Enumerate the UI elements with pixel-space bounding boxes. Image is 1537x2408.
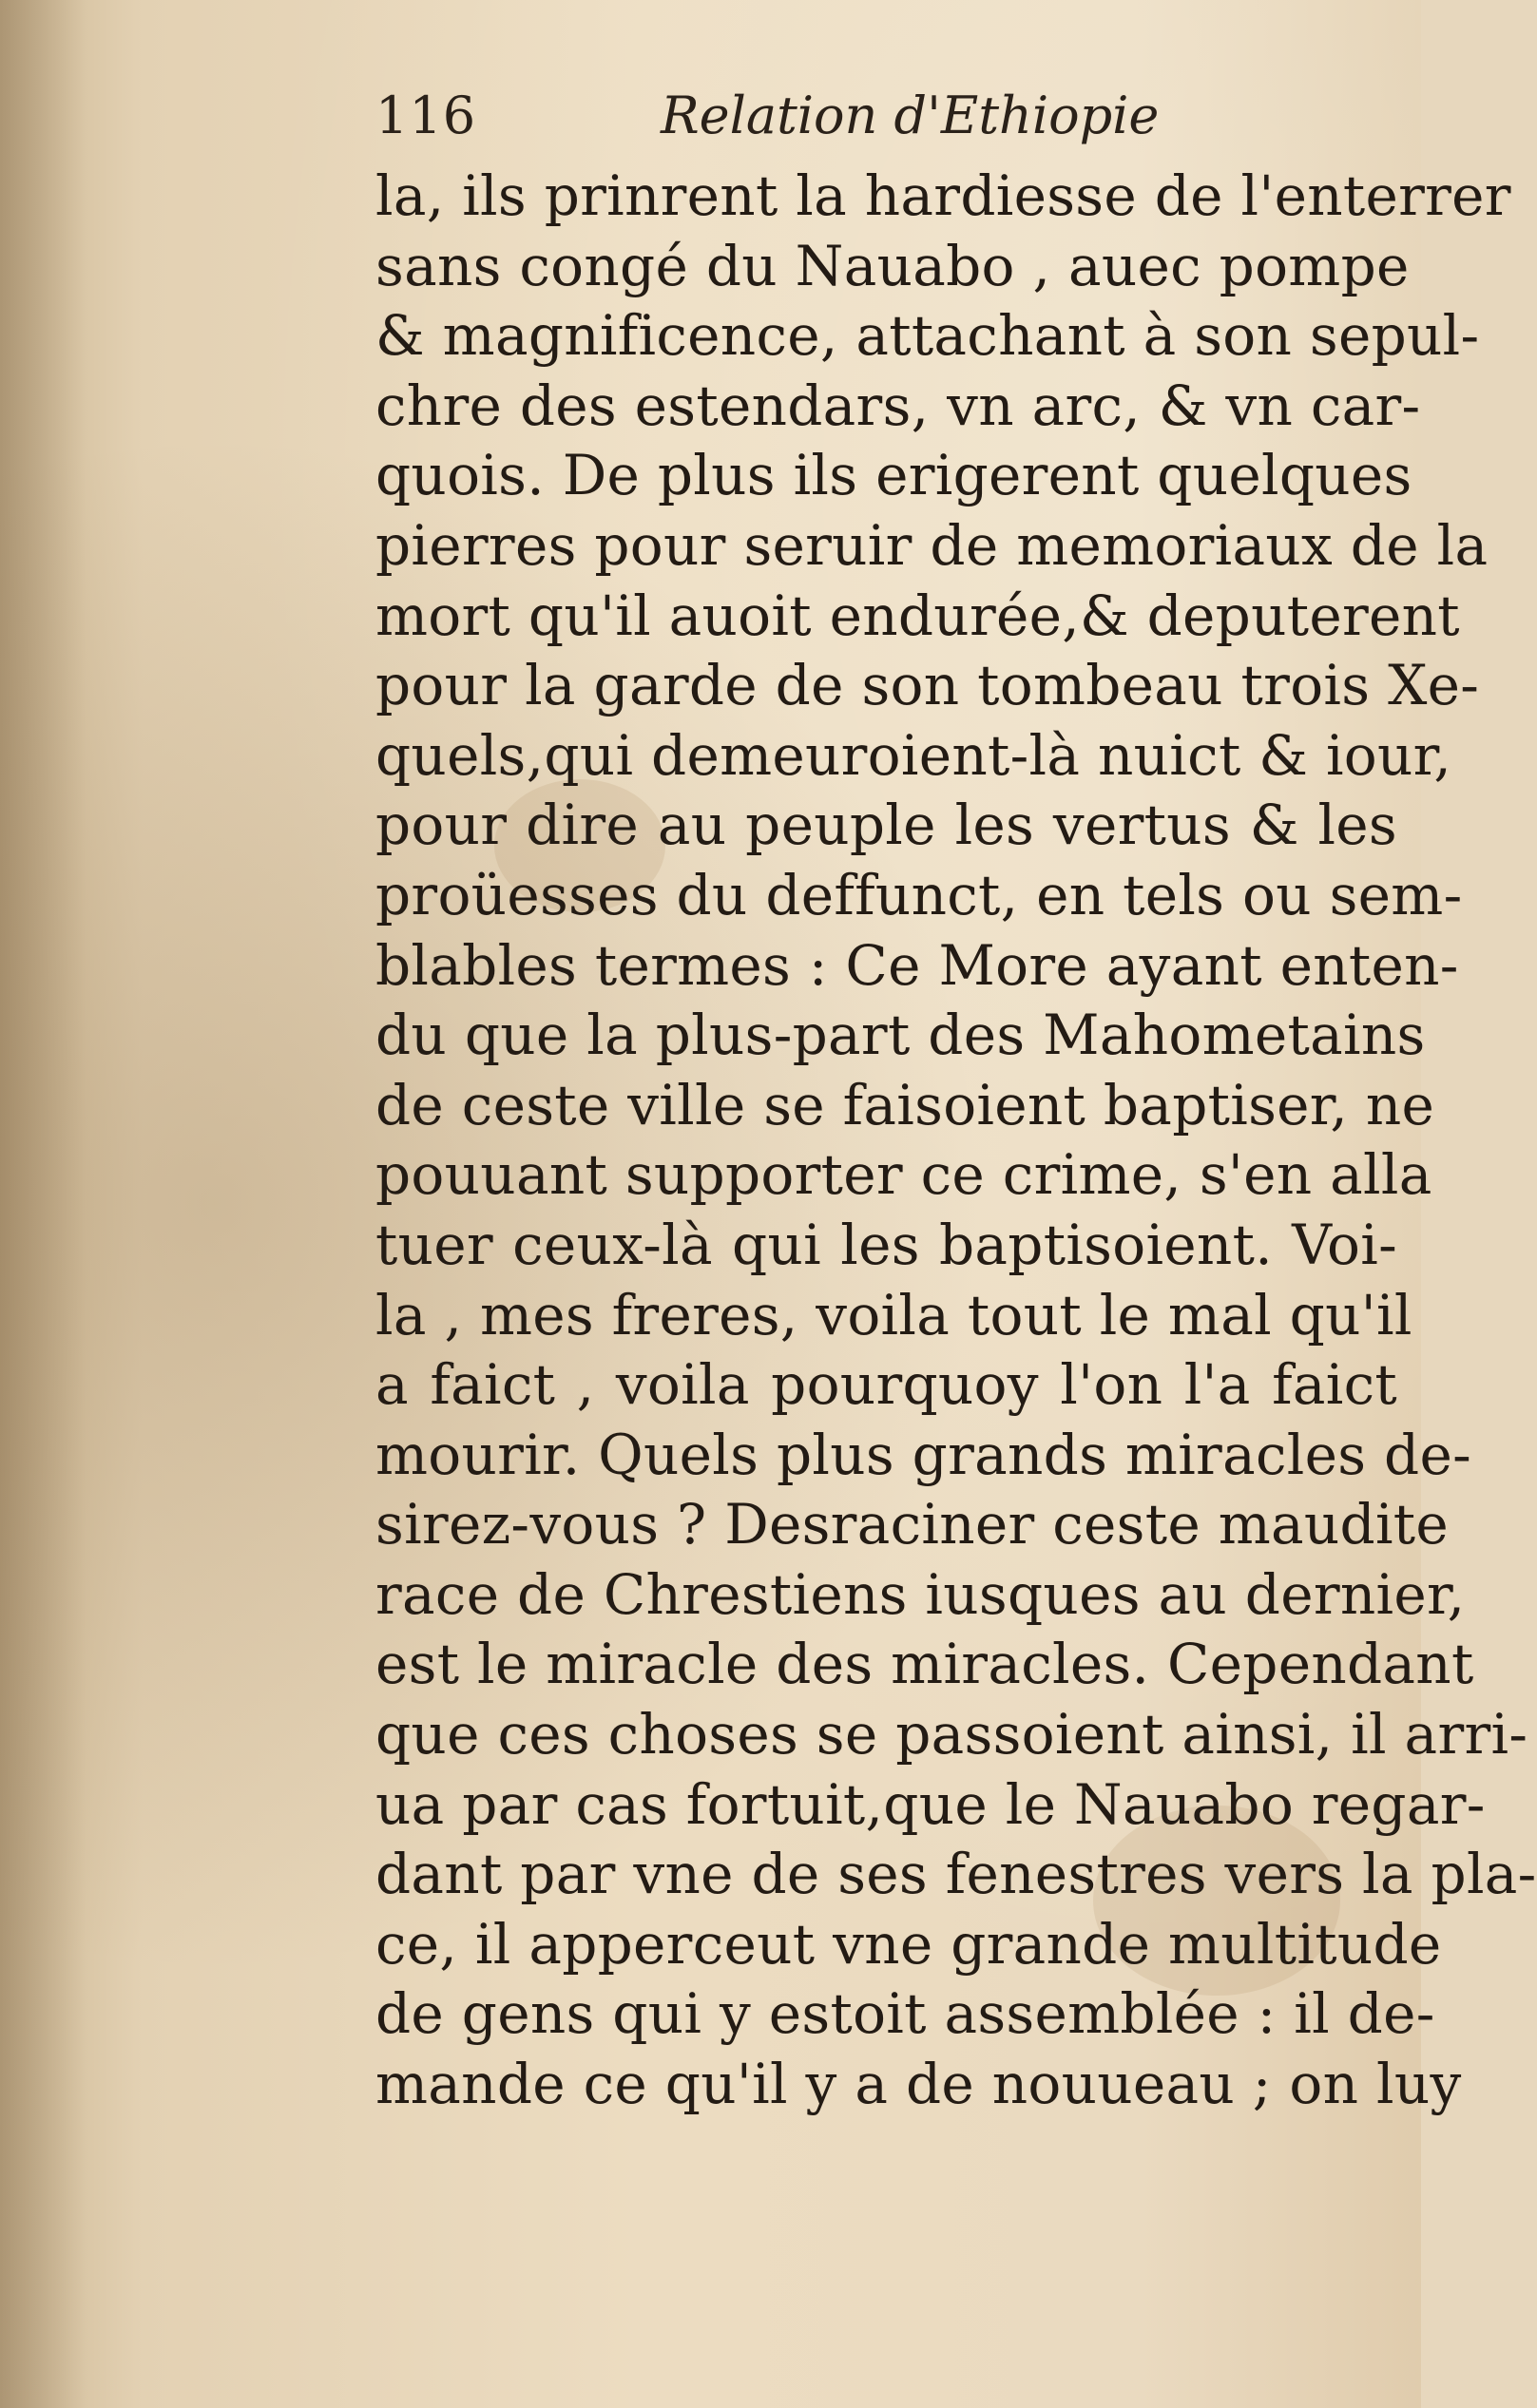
- text-line: & magnificence, attachant à son sepul-: [375, 303, 1480, 369]
- text-line: ce, il apperceut vne grande multitude: [375, 1911, 1442, 1977]
- text-line: tuer ceux-là qui les baptisoient. Voi-: [375, 1212, 1397, 1277]
- text-line: pouuant supporter ce crime, s'en alla: [375, 1142, 1432, 1208]
- text-line: ua par cas fortuit,que le Nauabo regar-: [375, 1771, 1486, 1837]
- text-line: blables termes : Ce More ayant enten-: [375, 932, 1459, 998]
- text-line: est le miracle des miracles. Cependant: [375, 1632, 1474, 1697]
- text-line: proüesses du deffunct, en tels ou sem-: [375, 862, 1463, 927]
- running-header: [375, 86, 1345, 162]
- running-title: Relation d'Ethiopie: [661, 86, 1160, 145]
- gutter-shadow: [0, 0, 86, 2408]
- text-line: la, ils prinrent la hardiesse de l'enterrer: [375, 163, 1511, 228]
- text-line: mort qu'il auoit endurée,& deputerent: [375, 583, 1460, 648]
- text-line: de gens qui y estoit assemblée : il de-: [375, 1981, 1435, 2047]
- text-line: la , mes freres, voila tout le mal qu'il: [375, 1282, 1412, 1347]
- text-line: race de Chrestiens iusques au dernier,: [375, 1561, 1466, 1627]
- text-line: sans congé du Nauabo , auec pompe: [375, 233, 1410, 298]
- text-line: pour dire au peuple les vertus & les: [375, 793, 1397, 858]
- text-line: chre des estendars, vn arc, & vn car-: [375, 373, 1421, 438]
- text-line: quois. De plus ils erigerent quelques: [375, 443, 1412, 508]
- text-line: sirez-vous ? Desraciner ceste maudite: [375, 1492, 1450, 1558]
- text-line: pierres pour seruir de memoriaux de la: [375, 512, 1489, 578]
- text-line: quels,qui demeuroient-là nuict & iour,: [375, 722, 1452, 788]
- text-line: mande ce qu'il y a de nouueau ; on luy: [375, 2052, 1462, 2117]
- text-line: a faict , voila pourquoy l'on l'a faict: [375, 1352, 1397, 1418]
- body-text: [375, 162, 1537, 2120]
- text-line: de ceste ville se faisoient baptiser, ne: [375, 1072, 1435, 1137]
- text-line: que ces choses se passoient ainsi, il arri-: [375, 1702, 1528, 1768]
- text-line: mourir. Quels plus grands miracles de-: [375, 1422, 1471, 1487]
- text-line: pour la garde de son tombeau trois Xe-: [375, 653, 1480, 718]
- text-line: dant par vne de ses fenestres vers la pla-: [375, 1842, 1537, 1907]
- page-number: 116: [375, 86, 477, 145]
- text-line: du que la plus-part des Mahometains: [375, 1003, 1426, 1068]
